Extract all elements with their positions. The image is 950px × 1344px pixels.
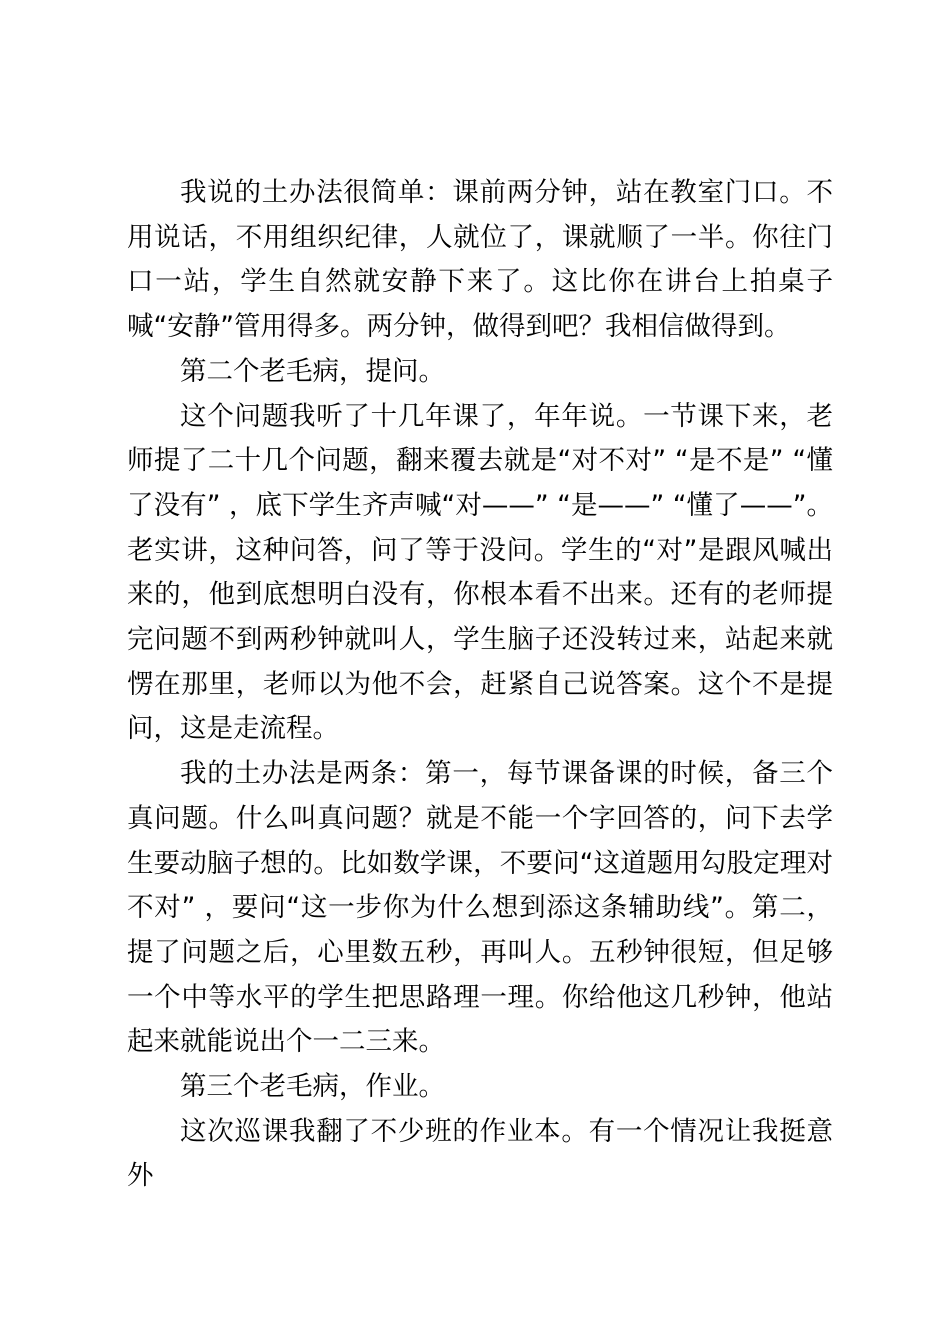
paragraph-questioning-method: 我的土办法是两条：第一，每节课备课的时候，备三个真问题。什么叫真问题？就是不能一个字回答的，问下去学生要动脑子想的。比如数学课，不要问“这道题用勾股定理对不对” ，要问“这一步你为什么想到添这条辅助线”。第二，提了问题之后，心里数五秒，再叫人。五秒钟很短，但足够一个中等水平的学生把思路理一理。你给他这几秒钟，他站起来就能说出个一二三来。 xyxy=(127,758,833,1058)
paragraph-second-problem-heading: 第二个老毛病，提问。 xyxy=(180,355,445,387)
paragraph-third-problem-heading: 第三个老毛病，作业。 xyxy=(180,1071,445,1103)
document-body xyxy=(127,171,833,1199)
paragraph-questioning-problem: 这个问题我听了十几年课了，年年说。一节课下来，老师提了二十几个问题，翻来覆去就是“对不对” “是不是” “懂了没有” ，底下学生齐声喊“对——” “是——” “懂了——”。老实讲，这种问答，问了等于没问。学生的“对”是跟风喊出来的，他到底想明白没有，你根本看不出来。还有的老师提完问题不到两秒钟就叫人，学生脑子还没转过来，站起来就愣在那里，老师以为他不会，赶紧自己说答案。这个不是提问，这是走流程。 xyxy=(127,400,833,745)
paragraph-homework-intro: 这次巡课我翻了不少班的作业本。有一个情况让我挺意外 xyxy=(127,1115,833,1192)
paragraph-classroom-door-method: 我说的土办法很简单：课前两分钟，站在教室门口。不用说话，不用组织纪律，人就位了，课就顺了一半。你往门口一站，学生自然就安静下来了。这比你在讲台上拍桌子喊“安静”管用得多。两分钟，做得到吧？我相信做得到。 xyxy=(127,177,833,343)
